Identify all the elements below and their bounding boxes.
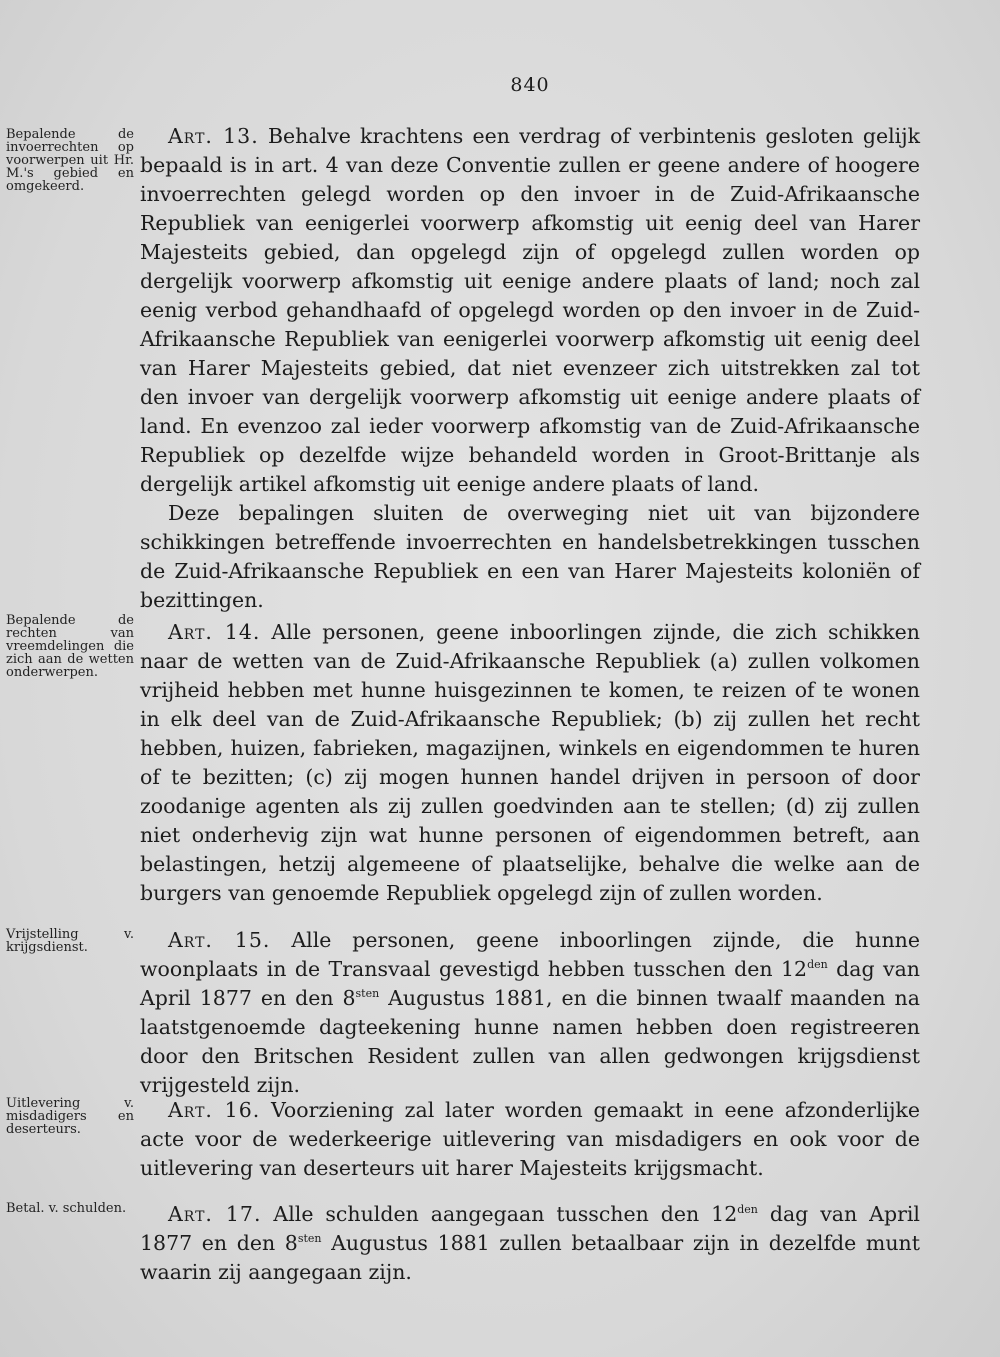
article-label: Art. 15. bbox=[168, 928, 271, 952]
margin-note-art-16: Uitlevering v. misdadigers en deserteurs. bbox=[6, 1096, 134, 1137]
article-text: Augustus 1881, en die binnen twaalf maanden na laatstgenoemde dagteekening hunne namen hebben doen registreeren door den Britschen Resident zullen van allen gedwongen krijgsdienst vrijgesteld zijn. bbox=[140, 986, 920, 1097]
article-label: Art. 16. bbox=[168, 1098, 261, 1122]
margin-note-art-14: Bepalende de rechten van vreemdelingen die zich aan de wetten onderwerpen. bbox=[6, 613, 134, 680]
ordinal-suffix: den bbox=[807, 958, 828, 972]
article-16 bbox=[140, 1096, 920, 1183]
article-label: Art. 14. bbox=[168, 620, 261, 644]
article-14 bbox=[140, 618, 920, 908]
article-paragraph: Deze bepalingen sluiten de overweging niet uit van bijzondere schikkingen betreffende invoerrechten en handelsbetrekkingen tusschen de Zuid-Afrikaansche Republiek en een van Harer Majesteits koloniën of bezittingen. bbox=[140, 501, 920, 612]
ordinal-suffix: den bbox=[737, 1203, 758, 1217]
margin-note-art-15: Vrijstelling v. krijgsdienst. bbox=[6, 927, 134, 955]
page-number: 840 bbox=[510, 74, 550, 96]
article-text: dag van April 1877 en den 8 bbox=[140, 957, 920, 1010]
margin-note-art-13: Bepalende de invoerrechten op voorwerpen uit Hr. M.'s gebied en omgekeerd. bbox=[6, 127, 134, 194]
article-15 bbox=[140, 926, 920, 1100]
article-text: Voorziening zal later worden gemaakt in eene afzonderlijke acte voor de wederkeerige uitlevering van misdadigers en ook voor de uitlevering van deserteurs uit harer Majesteits krijgsmacht. bbox=[140, 1098, 920, 1180]
article-label: Art. 17. bbox=[168, 1202, 262, 1226]
article-paragraph bbox=[140, 618, 920, 908]
article-text: Behalve krachtens een verdrag of verbintenis gesloten gelijk bepaald is in art. 4 van deze Conventie zullen er geene andere of hoogere invoerrechten gelegd worden op den invoer in de Zuid-Afrikaansche Republiek van eenigerlei voorwerp afkomstig uit eenig deel van Harer Majesteits gebied, dan opgelegd zijn of opgelegd zullen worden op dergelijk voorwerp afkomstig uit eenige andere plaats of land; noch zal eenig verbod gehandhaafd of opgelegd worden op den invoer in de Zuid-Afrikaansche Republiek van eenigerlei voorwerp afkomstig uit eenig deel van Harer Majesteits gebied, dat niet evenzeer zich uitstrekken zal tot den invoer van dergelijk voorwerp afkomstig uit eenige andere plaats of land. En evenzoo zal ieder voorwerp afkomstig van de Zuid-Afrikaansche Republiek op dezelfde wijze behandeld worden in Groot-Brittanje als dergelijk artikel afkomstig uit eenige andere plaats of land. bbox=[140, 124, 920, 496]
article-text: Augustus 1881 zullen betaalbaar zijn in dezelfde munt waarin zij aangegaan zijn. bbox=[140, 1231, 920, 1284]
article-paragraph bbox=[140, 1200, 920, 1287]
article-paragraph bbox=[140, 1096, 920, 1183]
ordinal-suffix: sten bbox=[297, 1232, 322, 1246]
article-paragraph bbox=[140, 122, 920, 499]
article-text: Alle personen, geene inboorlingen zijnde, die zich schikken naar de wetten van de Zuid-Afrikaansche Republiek (a) zullen volkomen vrijheid hebben met hunne huisgezinnen te komen, te reizen of te wonen in elk deel van de Zuid-Afrikaansche Republiek; (b) zij zullen het recht hebben, huizen, fabrieken, magazijnen, winkels en eigendommen te huren of te bezitten; (c) zij mogen hunnen handel drijven in persoon of door zoodanige agenten als zij zullen goedvinden aan te stellen; (d) zij zullen niet onderhevig zijn wat hunne personen of eigendommen betreft, aan belastingen, hetzij algemeene of plaatselijke, behalve die welke aan de burgers van genoemde Republiek opgelegd zijn of zullen worden. bbox=[140, 620, 920, 905]
article-label: Art. 13. bbox=[168, 124, 259, 148]
article-13 bbox=[140, 122, 920, 615]
article-text: Alle personen, geene inboorlingen zijnde, die hunne woonplaats in de Transvaal gevestigd hebben tusschen den 12 bbox=[140, 928, 920, 981]
article-text: dag van April 1877 en den 8 bbox=[140, 1202, 920, 1255]
article-paragraph bbox=[140, 926, 920, 1100]
article-17 bbox=[140, 1200, 920, 1287]
ordinal-suffix: sten bbox=[355, 987, 380, 1001]
margin-note-art-17: Betal. v. schulden. bbox=[6, 1201, 127, 1216]
article-text: Alle schulden aangegaan tusschen den 12 bbox=[273, 1202, 738, 1226]
